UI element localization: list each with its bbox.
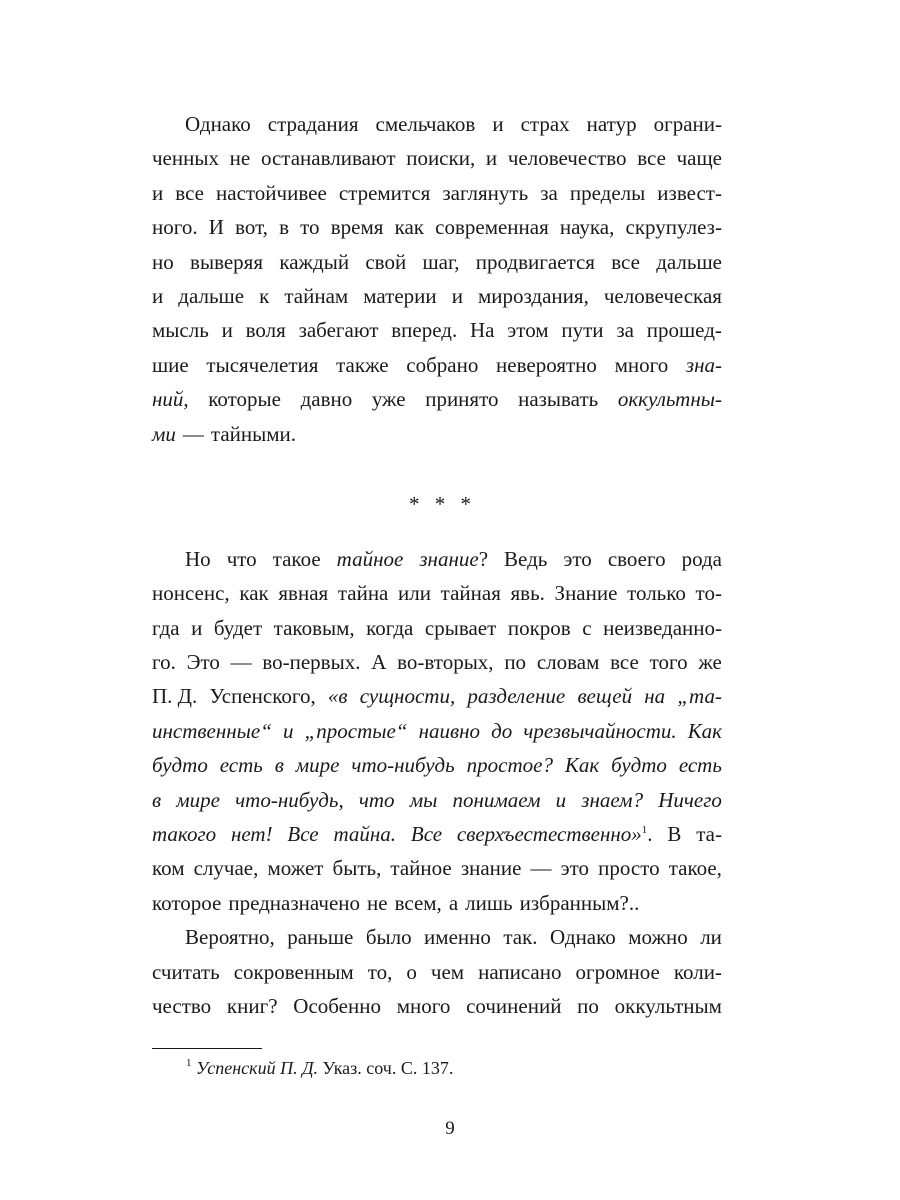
word: и xyxy=(555,787,567,812)
word: так. xyxy=(503,925,538,950)
footnote-rule xyxy=(152,1048,262,1049)
word: поиски, xyxy=(406,146,476,171)
word: простое? xyxy=(466,753,553,778)
text-line xyxy=(152,146,722,180)
paragraph-1 xyxy=(152,112,722,456)
word: это xyxy=(563,546,592,571)
word: этом xyxy=(507,318,549,343)
word: человечество xyxy=(507,146,627,171)
word: Все xyxy=(410,822,443,847)
word: останавливают xyxy=(260,146,396,171)
word: на xyxy=(644,684,666,709)
word: раньше xyxy=(287,925,354,950)
word: все xyxy=(611,249,640,274)
word: дальше xyxy=(178,283,245,308)
word: и xyxy=(283,718,294,743)
word: всем, xyxy=(394,890,442,915)
word: „та- xyxy=(677,684,722,709)
word: Но xyxy=(185,546,211,571)
word: огромное xyxy=(575,959,660,984)
word: сверхъестественно»$^1$. xyxy=(456,822,653,847)
word: ли xyxy=(700,925,722,950)
footnote-reference: Указ. соч. С. 137. xyxy=(322,1058,454,1078)
text-line xyxy=(152,547,722,581)
word: книг? xyxy=(226,993,278,1018)
word: вещей xyxy=(577,684,633,709)
word: — xyxy=(182,421,204,446)
word: в xyxy=(274,753,284,778)
word: такое xyxy=(272,546,321,571)
text-line xyxy=(152,925,722,959)
word: или xyxy=(398,581,431,606)
word: смельчаков xyxy=(375,112,476,136)
text-line xyxy=(152,181,722,215)
word: не xyxy=(367,890,388,915)
word: и xyxy=(152,283,164,308)
word: инственные“ xyxy=(152,718,272,743)
word: „простые“ xyxy=(304,718,408,743)
word: продвигается xyxy=(475,249,595,274)
word: считать xyxy=(152,959,220,984)
word: прошед- xyxy=(646,318,722,343)
word: наука, xyxy=(559,215,615,240)
word: срывает xyxy=(424,615,497,640)
word: много xyxy=(614,352,669,377)
word: — xyxy=(530,856,552,881)
word: А xyxy=(371,650,387,675)
word: знание xyxy=(460,856,522,881)
word: случае, xyxy=(193,856,259,881)
word: ного. xyxy=(152,215,198,240)
word: что-нибудь xyxy=(351,753,455,778)
word: знаем? xyxy=(581,787,644,812)
word: разделение xyxy=(467,684,566,709)
word: называть xyxy=(518,387,599,412)
word: как xyxy=(239,581,269,606)
word: то xyxy=(300,215,320,240)
word: вперед. xyxy=(391,318,458,343)
word: таковым, xyxy=(273,615,355,640)
word: мироздания, xyxy=(477,283,589,308)
word: принято xyxy=(425,387,499,412)
word: натур xyxy=(586,112,637,136)
word: чем xyxy=(430,959,465,984)
text-line xyxy=(152,284,722,318)
paragraph xyxy=(152,112,722,456)
word: именно xyxy=(424,925,491,950)
word: та- xyxy=(696,822,722,847)
text-line xyxy=(152,788,722,822)
word: явная xyxy=(278,581,329,606)
word: Ничего xyxy=(658,787,722,812)
word: то, xyxy=(367,959,393,984)
word: Особенно xyxy=(293,993,381,1018)
word: когда xyxy=(366,615,414,640)
word: предназначено xyxy=(228,890,361,915)
word: по xyxy=(577,993,599,1018)
footnote-ref-mark: 1 xyxy=(641,824,648,837)
text-line xyxy=(152,856,722,890)
word: настойчивее xyxy=(216,180,327,205)
word: лишь xyxy=(465,890,513,915)
text-line xyxy=(152,753,722,787)
word: было xyxy=(365,925,412,950)
paragraph xyxy=(152,925,722,1028)
text-line xyxy=(152,250,722,284)
word: Знание xyxy=(554,581,618,606)
word: коли- xyxy=(673,959,722,984)
word: того xyxy=(649,650,688,675)
word: страдания xyxy=(267,112,359,136)
word: все xyxy=(610,650,639,675)
word: сочинений xyxy=(466,993,562,1018)
word: и xyxy=(221,318,233,343)
word: что xyxy=(358,787,395,812)
word: давно xyxy=(300,387,353,412)
word: тайное xyxy=(336,546,404,571)
word: просто xyxy=(598,856,660,881)
word: скрупулез- xyxy=(625,215,722,240)
word: за xyxy=(616,318,634,343)
word: что-нибудь, xyxy=(235,787,344,812)
word: собрано xyxy=(406,352,479,377)
word: стремится xyxy=(338,180,431,205)
word: своего xyxy=(607,546,666,571)
word: же xyxy=(698,650,722,675)
word: быть, xyxy=(332,856,382,881)
word: зна- xyxy=(685,352,722,377)
word: выверяя xyxy=(190,249,264,274)
word: сокровенным xyxy=(233,959,354,984)
paragraph xyxy=(152,547,722,925)
footnote-mark: 1 xyxy=(186,1057,192,1069)
word: тайное xyxy=(390,856,452,881)
word: как xyxy=(394,215,424,240)
word: И xyxy=(208,215,224,240)
word: ний, xyxy=(152,387,189,412)
text-line xyxy=(152,684,722,718)
word: мы xyxy=(409,787,438,812)
word: материи xyxy=(363,283,437,308)
word: но xyxy=(152,249,174,274)
word: рода xyxy=(681,546,722,571)
word: в xyxy=(152,787,162,812)
word: чаще xyxy=(676,146,722,171)
text-line xyxy=(152,994,722,1028)
word: о xyxy=(406,959,417,984)
word: нонсенс, xyxy=(152,581,230,606)
word: не xyxy=(229,146,251,171)
word: только xyxy=(627,581,686,606)
word: ченных xyxy=(152,146,219,171)
text-line xyxy=(152,387,722,421)
word: свой xyxy=(365,249,407,274)
word: а xyxy=(448,890,459,915)
word: мире xyxy=(176,787,220,812)
word: страх xyxy=(520,112,570,136)
word: Однако xyxy=(550,925,616,950)
word: тайными. xyxy=(210,421,297,446)
word: словам xyxy=(536,650,600,675)
word: будет xyxy=(213,615,263,640)
word: будто xyxy=(611,753,667,778)
word: оккультны- xyxy=(617,387,722,412)
text-line xyxy=(152,891,722,925)
word: невероятно xyxy=(496,352,597,377)
word: шаг, xyxy=(422,249,460,274)
word: чрезвычайности. xyxy=(523,718,677,743)
text-line xyxy=(152,719,722,753)
word: и xyxy=(451,283,463,308)
word: можно xyxy=(628,925,688,950)
word: тайна. xyxy=(333,822,397,847)
text-line xyxy=(152,960,722,994)
word: до xyxy=(491,718,513,743)
word: такого xyxy=(152,822,217,847)
word: что xyxy=(226,546,257,571)
text-line xyxy=(152,581,722,615)
word: Все xyxy=(287,822,319,847)
word: тайна xyxy=(337,581,389,606)
text-line xyxy=(152,616,722,650)
word: также xyxy=(336,352,389,377)
word: явь. xyxy=(510,581,545,606)
word: ограни- xyxy=(653,112,722,136)
word: сущности, xyxy=(359,684,456,709)
section-separator: * * * xyxy=(409,491,471,516)
text-line xyxy=(152,422,722,456)
word: по xyxy=(504,650,527,675)
word: есть xyxy=(678,753,722,778)
word: Как xyxy=(687,718,722,743)
text-line xyxy=(152,822,722,856)
word: к xyxy=(259,283,270,308)
word: во-первых. xyxy=(262,650,361,675)
word: П. Д. xyxy=(152,684,198,709)
word: тысячелетия xyxy=(206,352,319,377)
word: Однако xyxy=(185,112,251,136)
word: ком xyxy=(152,856,185,881)
word: за xyxy=(540,180,558,205)
text-line xyxy=(152,112,722,146)
text-line xyxy=(152,353,722,387)
word: написано xyxy=(478,959,562,984)
word: шие xyxy=(152,352,189,377)
word: во-вторых, xyxy=(397,650,494,675)
word: в xyxy=(279,215,289,240)
word: наивно xyxy=(418,718,481,743)
word: каждый xyxy=(279,249,350,274)
word: заглянуть xyxy=(442,180,529,205)
word: время xyxy=(330,215,384,240)
word: человеческая xyxy=(603,283,722,308)
word: дальше xyxy=(656,249,722,274)
word: и xyxy=(492,112,504,136)
word: и xyxy=(191,615,203,640)
word: В xyxy=(667,822,682,847)
word: тайная xyxy=(440,581,501,606)
section-2 xyxy=(152,547,722,1028)
word: избранным?.. xyxy=(519,890,640,915)
word: и xyxy=(485,146,498,171)
word: мысль xyxy=(152,318,209,343)
text-line xyxy=(152,215,722,249)
word: такое, xyxy=(668,856,722,881)
word: уже xyxy=(371,387,406,412)
word: которые xyxy=(208,387,281,412)
word: мире xyxy=(295,753,340,778)
word: пути xyxy=(561,318,604,343)
word: На xyxy=(469,318,495,343)
word: может xyxy=(267,856,324,881)
word: ми xyxy=(152,421,176,446)
word: нет! xyxy=(230,822,273,847)
word: которое xyxy=(152,890,222,915)
word: воля xyxy=(245,318,286,343)
word: это xyxy=(560,856,590,881)
word: гда xyxy=(152,615,180,640)
word: все xyxy=(175,180,204,205)
word: — xyxy=(230,650,252,675)
word: понимаем xyxy=(452,787,541,812)
word: оккультным xyxy=(614,993,722,1018)
word: с xyxy=(582,615,592,640)
word: Это xyxy=(186,650,220,675)
word: вот, xyxy=(235,215,268,240)
word: го. xyxy=(152,650,176,675)
word: Ведь xyxy=(504,546,548,571)
word: Успенского, xyxy=(209,684,316,709)
text-line xyxy=(152,650,722,684)
page-body xyxy=(152,112,722,1028)
word: забегают xyxy=(298,318,379,343)
word: есть xyxy=(219,753,263,778)
word: тайнам xyxy=(284,283,349,308)
footnote xyxy=(186,1057,453,1079)
text-line xyxy=(152,318,722,352)
page-number: 9 xyxy=(445,1118,455,1139)
word: будто xyxy=(152,753,208,778)
word: современная xyxy=(435,215,549,240)
word: много xyxy=(396,993,451,1018)
word: Как xyxy=(564,753,600,778)
word: и xyxy=(152,180,164,205)
word: неизведанно- xyxy=(603,615,722,640)
word: знание? xyxy=(419,546,489,571)
word: чество xyxy=(152,993,212,1018)
word: все xyxy=(637,146,666,171)
word: «в xyxy=(327,684,348,709)
word: то- xyxy=(695,581,722,606)
word: покров xyxy=(507,615,571,640)
footnote-author: Успенский П. Д. xyxy=(196,1058,319,1078)
word: пределы xyxy=(569,180,646,205)
word: Вероятно, xyxy=(185,925,275,950)
word: извест- xyxy=(657,180,722,205)
